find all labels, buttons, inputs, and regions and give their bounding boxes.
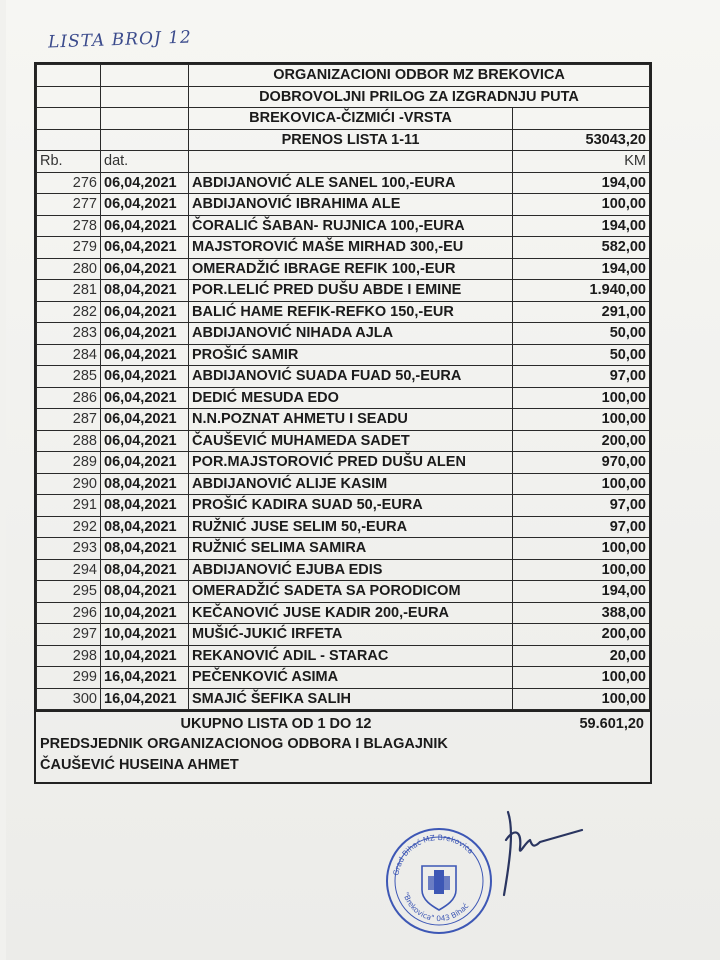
header-row-3	[37, 108, 650, 130]
row-date: 06,04,2021	[101, 366, 189, 388]
table-row	[37, 495, 650, 517]
row-amount: 100,00	[513, 387, 650, 409]
row-donor: OMERADŽIĆ IBRAGE REFIK 100,-EUR	[189, 258, 513, 280]
row-number: 283	[37, 323, 101, 345]
donation-list	[34, 62, 652, 784]
road-title: BREKOVICA-ČIZMIĆI -VRSTA	[189, 108, 513, 130]
row-number: 278	[37, 215, 101, 237]
table-row	[37, 409, 650, 431]
row-date: 06,04,2021	[101, 258, 189, 280]
row-date: 16,04,2021	[101, 688, 189, 710]
row-amount: 100,00	[513, 688, 650, 710]
list-footer	[36, 710, 650, 782]
col-rb-header: Rb.	[37, 151, 101, 173]
row-number: 292	[37, 516, 101, 538]
donation-table	[36, 64, 650, 710]
table-row	[37, 581, 650, 603]
row-donor: ABDIJANOVIĆ IBRAHIMA ALE	[189, 194, 513, 216]
row-number: 299	[37, 667, 101, 689]
transfer-label: PRENOS LISTA 1-11	[189, 129, 513, 151]
row-amount: 194,00	[513, 581, 650, 603]
row-donor: PEČENKOVIĆ ASIMA	[189, 667, 513, 689]
stamp-text-top: Grad Bihać MZ Brekovica	[391, 832, 476, 877]
header-row-1	[37, 65, 650, 87]
row-number: 284	[37, 344, 101, 366]
row-amount: 50,00	[513, 344, 650, 366]
table-row	[37, 387, 650, 409]
table-row	[37, 667, 650, 689]
total-row	[40, 714, 646, 734]
row-date: 08,04,2021	[101, 495, 189, 517]
stamp-text-bottom: "Brekovica" 043 Bihać	[401, 891, 471, 924]
row-date: 06,04,2021	[101, 323, 189, 345]
row-donor: MUŠIĆ-JUKIĆ IRFETA	[189, 624, 513, 646]
row-date: 06,04,2021	[101, 452, 189, 474]
org-title: ORGANIZACIONI ODBOR MZ BREKOVICA	[189, 65, 650, 87]
table-row	[37, 237, 650, 259]
row-number: 291	[37, 495, 101, 517]
row-date: 16,04,2021	[101, 667, 189, 689]
row-number: 286	[37, 387, 101, 409]
row-donor: N.N.POZNAT AHMETU I SEADU	[189, 409, 513, 431]
row-donor: ABDIJANOVIĆ EJUBA EDIS	[189, 559, 513, 581]
row-donor: RUŽNIĆ JUSE SELIM 50,-EURA	[189, 516, 513, 538]
table-row	[37, 452, 650, 474]
row-donor: ABDIJANOVIĆ ALIJE KASIM	[189, 473, 513, 495]
row-number: 276	[37, 172, 101, 194]
row-donor: ABDIJANOVIĆ NIHADA AJLA	[189, 323, 513, 345]
row-number: 297	[37, 624, 101, 646]
row-number: 296	[37, 602, 101, 624]
row-date: 06,04,2021	[101, 409, 189, 431]
row-date: 06,04,2021	[101, 387, 189, 409]
row-amount: 100,00	[513, 194, 650, 216]
row-date: 06,04,2021	[101, 430, 189, 452]
row-donor: MAJSTOROVIĆ MAŠE MIRHAD 300,-EU	[189, 237, 513, 259]
row-amount: 97,00	[513, 366, 650, 388]
row-amount: 194,00	[513, 258, 650, 280]
row-number: 298	[37, 645, 101, 667]
row-number: 290	[37, 473, 101, 495]
svg-text:Grad Bihać MZ Brekovica	[391, 833, 475, 876]
row-donor: POR.MAJSTOROVIĆ PRED DUŠU ALEN	[189, 452, 513, 474]
table-row	[37, 258, 650, 280]
table-row	[37, 172, 650, 194]
row-date: 06,04,2021	[101, 301, 189, 323]
president-name: ČAUŠEVIĆ HUSEINA AHMET	[40, 757, 239, 773]
row-number: 295	[37, 581, 101, 603]
svg-text:"Brekovica" 043 Bihać	[401, 891, 470, 923]
col-date-header: dat.	[101, 151, 189, 173]
row-amount: 194,00	[513, 215, 650, 237]
row-donor: KEČANOVIĆ JUSE KADIR 200,-EURA	[189, 602, 513, 624]
row-date: 06,04,2021	[101, 215, 189, 237]
total-amount: 59.601,20	[579, 716, 644, 732]
row-number: 287	[37, 409, 101, 431]
row-number: 293	[37, 538, 101, 560]
transfer-amount: 53043,20	[513, 129, 650, 151]
table-row	[37, 688, 650, 710]
row-donor: OMERADŽIĆ SADETA SA PORODICOM	[189, 581, 513, 603]
row-number: 281	[37, 280, 101, 302]
row-date: 08,04,2021	[101, 516, 189, 538]
transfer-row	[37, 129, 650, 151]
row-amount: 200,00	[513, 430, 650, 452]
row-donor: PROŠIĆ SAMIR	[189, 344, 513, 366]
table-row	[37, 323, 650, 345]
row-amount: 100,00	[513, 667, 650, 689]
row-date: 06,04,2021	[101, 172, 189, 194]
row-date: 06,04,2021	[101, 237, 189, 259]
row-amount: 970,00	[513, 452, 650, 474]
table-row	[37, 301, 650, 323]
row-number: 277	[37, 194, 101, 216]
row-donor: BALIĆ HAME REFIK-REFKO 150,-EUR	[189, 301, 513, 323]
row-amount: 100,00	[513, 409, 650, 431]
row-donor: RUŽNIĆ SELIMA SAMIRA	[189, 538, 513, 560]
row-donor: ABDIJANOVIĆ SUADA FUAD 50,-EURA	[189, 366, 513, 388]
row-date: 10,04,2021	[101, 624, 189, 646]
row-number: 294	[37, 559, 101, 581]
row-donor: ABDIJANOVIĆ ALE SANEL 100,-EURA	[189, 172, 513, 194]
official-stamp	[384, 826, 494, 936]
row-amount: 1.940,00	[513, 280, 650, 302]
row-amount: 291,00	[513, 301, 650, 323]
row-donor: PROŠIĆ KADIRA SUAD 50,-EURA	[189, 495, 513, 517]
stamp-emblem	[422, 866, 456, 910]
table-row	[37, 624, 650, 646]
row-amount: 50,00	[513, 323, 650, 345]
row-amount: 100,00	[513, 473, 650, 495]
row-date: 06,04,2021	[101, 194, 189, 216]
row-donor: ČORALIĆ ŠABAN- RUJNICA 100,-EURA	[189, 215, 513, 237]
col-amount-header: KM	[513, 151, 650, 173]
table-row	[37, 194, 650, 216]
row-date: 08,04,2021	[101, 538, 189, 560]
table-row	[37, 645, 650, 667]
table-row	[37, 280, 650, 302]
row-date: 10,04,2021	[101, 645, 189, 667]
header-row-2	[37, 86, 650, 108]
row-amount: 388,00	[513, 602, 650, 624]
row-date: 10,04,2021	[101, 602, 189, 624]
row-donor: REKANOVIĆ ADIL - STARAC	[189, 645, 513, 667]
row-number: 289	[37, 452, 101, 474]
row-donor: ČAUŠEVIĆ MUHAMEDA SADET	[189, 430, 513, 452]
row-amount: 100,00	[513, 538, 650, 560]
row-number: 282	[37, 301, 101, 323]
row-number: 300	[37, 688, 101, 710]
row-donor: DEDIĆ MESUDA EDO	[189, 387, 513, 409]
row-date: 08,04,2021	[101, 559, 189, 581]
row-donor: SMAJIĆ ŠEFIKA SALIH	[189, 688, 513, 710]
row-number: 285	[37, 366, 101, 388]
table-row	[37, 344, 650, 366]
row-number: 280	[37, 258, 101, 280]
president-label: PREDSJEDNIK ORGANIZACIONOG ODBORA I BLAGAJNIK	[40, 736, 448, 752]
purpose-title: DOBROVOLJNI PRILOG ZA IZGRADNJU PUTA	[189, 86, 650, 108]
row-number: 288	[37, 430, 101, 452]
paper-sheet	[6, 0, 720, 960]
row-amount: 20,00	[513, 645, 650, 667]
row-amount: 582,00	[513, 237, 650, 259]
column-header-row	[37, 151, 650, 173]
row-donor: POR.LELIĆ PRED DUŠU ABDE I EMINE	[189, 280, 513, 302]
table-row	[37, 430, 650, 452]
table-row	[37, 602, 650, 624]
row-date: 08,04,2021	[101, 473, 189, 495]
table-row	[37, 559, 650, 581]
row-date: 08,04,2021	[101, 280, 189, 302]
row-amount: 194,00	[513, 172, 650, 194]
table-row	[37, 366, 650, 388]
table-row	[37, 473, 650, 495]
row-amount: 200,00	[513, 624, 650, 646]
row-number: 279	[37, 237, 101, 259]
handwritten-note: LISTA BROJ 12	[47, 27, 193, 53]
table-row	[37, 215, 650, 237]
row-date: 08,04,2021	[101, 581, 189, 603]
row-date: 06,04,2021	[101, 344, 189, 366]
row-amount: 97,00	[513, 495, 650, 517]
table-row	[37, 516, 650, 538]
row-amount: 100,00	[513, 559, 650, 581]
table-row	[37, 538, 650, 560]
row-amount: 97,00	[513, 516, 650, 538]
total-label: UKUPNO LISTA OD 1 DO 12	[180, 716, 372, 732]
